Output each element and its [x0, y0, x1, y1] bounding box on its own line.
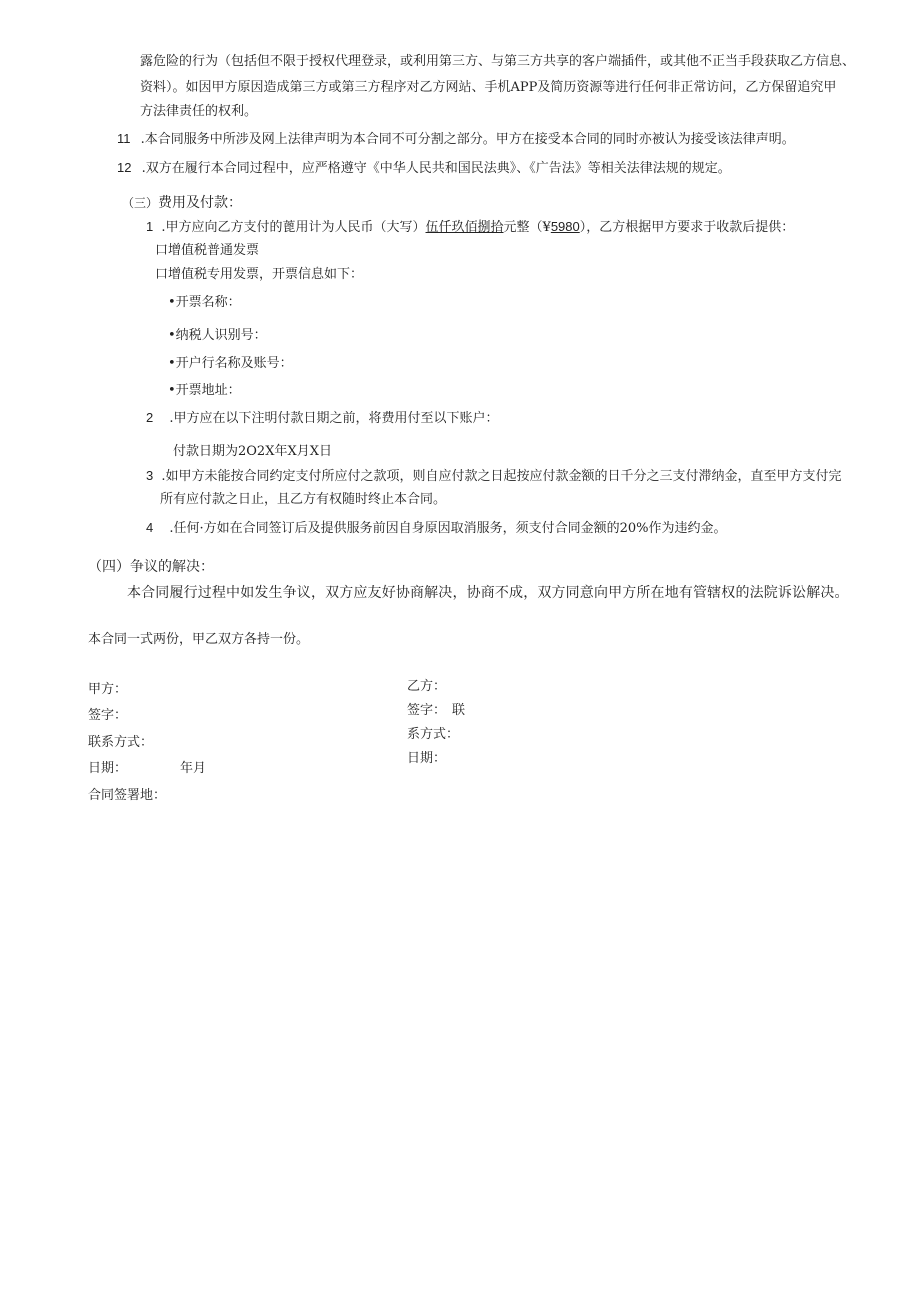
clause10-line1: 露危险的行为（包括但不限于授权代理登录，或利用第三方、与第三方共享的客户端插件，或其他不正当手段获取乙方信息、	[140, 54, 856, 69]
section3-heading-text: 费用及付款：	[158, 194, 243, 210]
amount-number: 5980	[550, 219, 580, 234]
clause11-text: .本合同服务中所涉及网上法律声明为本合同不可分割之部分。甲方在接受本合同的同时亦被认为接受该法律声明。	[140, 132, 795, 147]
amount-in-words: 伍仟玖佰捌拾	[425, 220, 504, 235]
section4-heading: （四）争议的解决：	[88, 558, 214, 574]
payment-item-3-number: 3	[146, 468, 154, 483]
party-a-date	[88, 761, 206, 777]
party-a-contact: 联系方式：	[88, 735, 154, 750]
copies-note: 本合同一式两份，甲乙双方各持一份。	[88, 632, 310, 647]
payment-item-2-number: 2	[146, 410, 154, 425]
payment-item-4-text: .任何·方如在合同签订后及提供服务前因自身原因取消服务，须支付合同金额的20%作为违约金。	[169, 521, 727, 536]
invoice-field-name: •开票名称：	[168, 295, 241, 310]
party-a-sign: 签字：	[88, 708, 128, 723]
payment-item-2-text: .甲方应在以下注明付款日期之前，将费用付至以下账户：	[169, 411, 499, 426]
invoice-general-option: 口增值税普通发票	[155, 243, 260, 258]
clause12	[117, 160, 731, 177]
section4-body: 本合同履行过程中如发生争议，双方应友好协商解决，协商不成，双方同意向甲方所在地有管辖权的法院诉讼解决。	[127, 584, 849, 600]
payment-item-3-line2: 所有应付款之日止，且乙方有权随时终止本合同。	[160, 492, 447, 507]
invoice-special-option: 口增值税专用发票，开票信息如下：	[155, 267, 364, 282]
party-a-date-tail: 年月	[180, 761, 207, 776]
clause11-number: 11	[117, 131, 131, 146]
payment-item-1-post: ），乙方根据甲方要求于收款后提供：	[579, 220, 795, 235]
party-b-sign-tail: 联	[452, 703, 466, 718]
invoice-field-bank: •开户行名称及账号：	[168, 356, 293, 371]
invoice-field-address: •开票地址：	[168, 383, 241, 398]
section3-heading-prefix: （三）	[122, 196, 159, 210]
party-a-date-label: 日期：	[88, 761, 128, 776]
party-b-contact: 系方式：	[407, 727, 460, 742]
payment-item-1-mid: 元整（¥	[503, 220, 551, 235]
invoice-field-tax-id: •纳税人识别号：	[168, 328, 267, 343]
clause10-line3: 方法律责任的权利。	[140, 104, 258, 119]
party-b-date: 日期：	[407, 751, 447, 766]
party-b-sign	[407, 703, 465, 719]
clause12-number: 12	[117, 160, 132, 175]
clause11	[117, 131, 795, 148]
payment-item-3	[146, 468, 842, 485]
payment-item-4-number: 4	[146, 520, 154, 535]
payment-item-3-line1: .如甲方未能按合同约定支付所应付之款项，则自应付款之日起按应付款金额的日千分之三支付滞纳金，直至甲方支付完	[161, 469, 842, 484]
section3-heading	[122, 194, 242, 212]
party-b-sign-label: 签字：	[407, 703, 447, 718]
payment-date: 付款日期为2O2X年X月X日	[173, 444, 332, 459]
payment-item-1-number: 1	[146, 219, 154, 234]
clause12-text: .双方在履行本合同过程中，应严格遵守《中华人民共和国民法典》、《广告法》等相关法律法规的规定。	[141, 161, 731, 176]
payment-item-1	[146, 219, 794, 236]
payment-item-1-pre: .甲方应向乙方支付的蓖用计为人民币（大写）	[161, 220, 426, 235]
payment-item-2	[146, 410, 499, 427]
party-a-place: 合同签署地：	[88, 788, 167, 803]
payment-item-4	[146, 520, 727, 537]
party-b-label: 乙方：	[407, 679, 447, 694]
clause10-line2: 资料）。如因甲方原因造成第三方或第三方程序对乙方网站、手机APP及简历资源等进行任何非正常访问，乙方保留追究甲	[140, 80, 837, 95]
party-a-label: 甲方：	[88, 682, 128, 697]
